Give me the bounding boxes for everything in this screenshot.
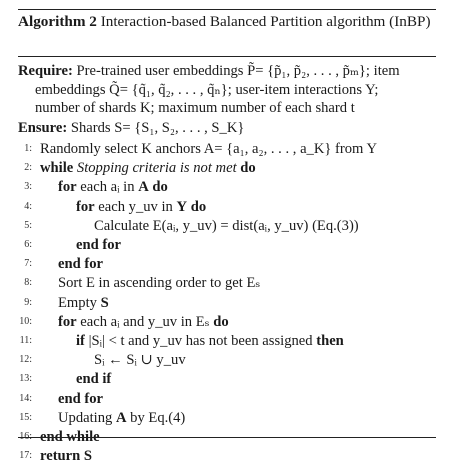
statement-text: Empty (58, 294, 101, 311)
ensure-keyword: Ensure: (18, 120, 68, 136)
ensure-text: Shards S= {S₁, S₂, . . . , S_K} (70, 120, 245, 136)
algorithm-title: Interaction-based Balanced Partition algorithm (InBP) (100, 13, 431, 30)
line-number: 17: (19, 450, 32, 462)
line-number: 1: (24, 143, 32, 154)
keyword: end for (76, 237, 121, 253)
statement-text: Calculate E(aᵢ, y_uv) = dist(aᵢ, y_uv) (Eq.(3)) (94, 217, 359, 234)
line-number: 15: (19, 411, 32, 423)
top-rule (18, 9, 436, 10)
line-number: 9: (24, 296, 32, 308)
statement-text: Randomly select K anchors A= {a₁, a₂, . . . , a_K} from Y (40, 141, 378, 157)
statement-text: Sort E in ascending order to get Eₛ (58, 275, 261, 292)
line-number: 7: (24, 258, 32, 270)
statement-text: Stopping criteria is not met (76, 160, 237, 177)
algorithm-caption (18, 12, 436, 32)
require-keyword: Require: (18, 63, 73, 79)
line-number: 11: (19, 335, 32, 346)
keyword: Y (176, 198, 188, 215)
algorithm-line (18, 408, 436, 428)
require-block (18, 62, 436, 118)
line-number: 6: (24, 239, 32, 250)
algorithm-line (18, 331, 436, 351)
statement-text: by Eq.(4) (126, 409, 186, 426)
keyword: do (240, 160, 256, 177)
require-line-2: embeddings Q̃= {q̃₁, q̃₂, . . . , q̃ₙ}; user-item interactions Y; (35, 81, 379, 98)
require-line-1: Pre-trained user embeddings P̃= {p̃₁, p̃₂, . . . , p̃ₘ}; item (76, 63, 400, 79)
line-text (76, 197, 206, 217)
line-text (58, 273, 260, 293)
keyword: while (40, 160, 74, 177)
algorithm-line (18, 139, 436, 159)
algorithm-line (18, 446, 436, 466)
algorithm-line (18, 273, 436, 293)
keyword: for (58, 179, 77, 196)
line-text (58, 177, 168, 197)
line-text (76, 369, 111, 389)
line-text (58, 293, 109, 313)
caption-rule (18, 56, 436, 57)
algorithm-line (18, 254, 436, 274)
line-text (40, 139, 377, 159)
keyword: for (58, 313, 77, 330)
keyword: end while (40, 429, 100, 445)
algorithm-label: Algorithm 2 (18, 13, 97, 30)
algorithm-line (18, 293, 436, 313)
algorithm-line (18, 350, 436, 370)
line-text (94, 350, 186, 370)
keyword: A (138, 179, 149, 196)
statement-text: Updating (58, 409, 116, 426)
statement-text: |Sᵢ| < t and y_uv has not been assigned (84, 333, 317, 349)
keyword: return S (40, 448, 93, 465)
line-number: 12: (19, 354, 32, 366)
algorithm-line (18, 158, 436, 178)
keyword: if (76, 333, 85, 349)
line-text (58, 389, 103, 409)
keyword: end for (58, 256, 103, 273)
algorithm-line (18, 216, 436, 236)
statement-text: each aᵢ in (76, 179, 139, 196)
keyword: do (190, 198, 207, 215)
keyword: then (316, 333, 344, 349)
line-text (58, 254, 103, 274)
keyword: for (76, 198, 95, 215)
algorithm-line (18, 389, 436, 409)
line-number: 2: (24, 162, 32, 174)
line-number: 10: (19, 315, 32, 327)
ensure-block (18, 119, 436, 137)
algorithm-line (18, 369, 436, 389)
line-text (76, 235, 121, 255)
algorithm-line (18, 235, 436, 255)
algorithm-line (18, 177, 436, 197)
statement-text: each y_uv in (94, 198, 177, 215)
line-number: 16: (19, 431, 32, 442)
line-text (94, 216, 359, 236)
line-number: 14: (19, 392, 32, 404)
line-number: 8: (24, 277, 32, 289)
line-text (76, 331, 344, 351)
line-number: 5: (24, 219, 32, 231)
keyword: end for (58, 390, 103, 407)
keyword: end if (76, 371, 112, 388)
line-number: 4: (24, 200, 32, 212)
line-number: 3: (24, 181, 32, 193)
require-line-3: number of shards K; maximum number of each shard t (35, 100, 355, 116)
line-text (58, 312, 229, 332)
line-number: 13: (19, 373, 32, 385)
line-text (58, 408, 185, 428)
statement-text: Sᵢ ← Sᵢ ∪ y_uv (94, 352, 186, 369)
algorithm-line (18, 312, 436, 332)
algorithm-line (18, 197, 436, 217)
statement-text: each aᵢ and y_uv in Eₛ (76, 313, 214, 330)
keyword: S (100, 294, 109, 311)
keyword: do (213, 313, 229, 330)
keyword: A (115, 409, 127, 426)
line-text (40, 446, 92, 466)
line-text (40, 158, 256, 178)
bottom-rule (18, 437, 436, 438)
keyword: do (152, 179, 168, 196)
